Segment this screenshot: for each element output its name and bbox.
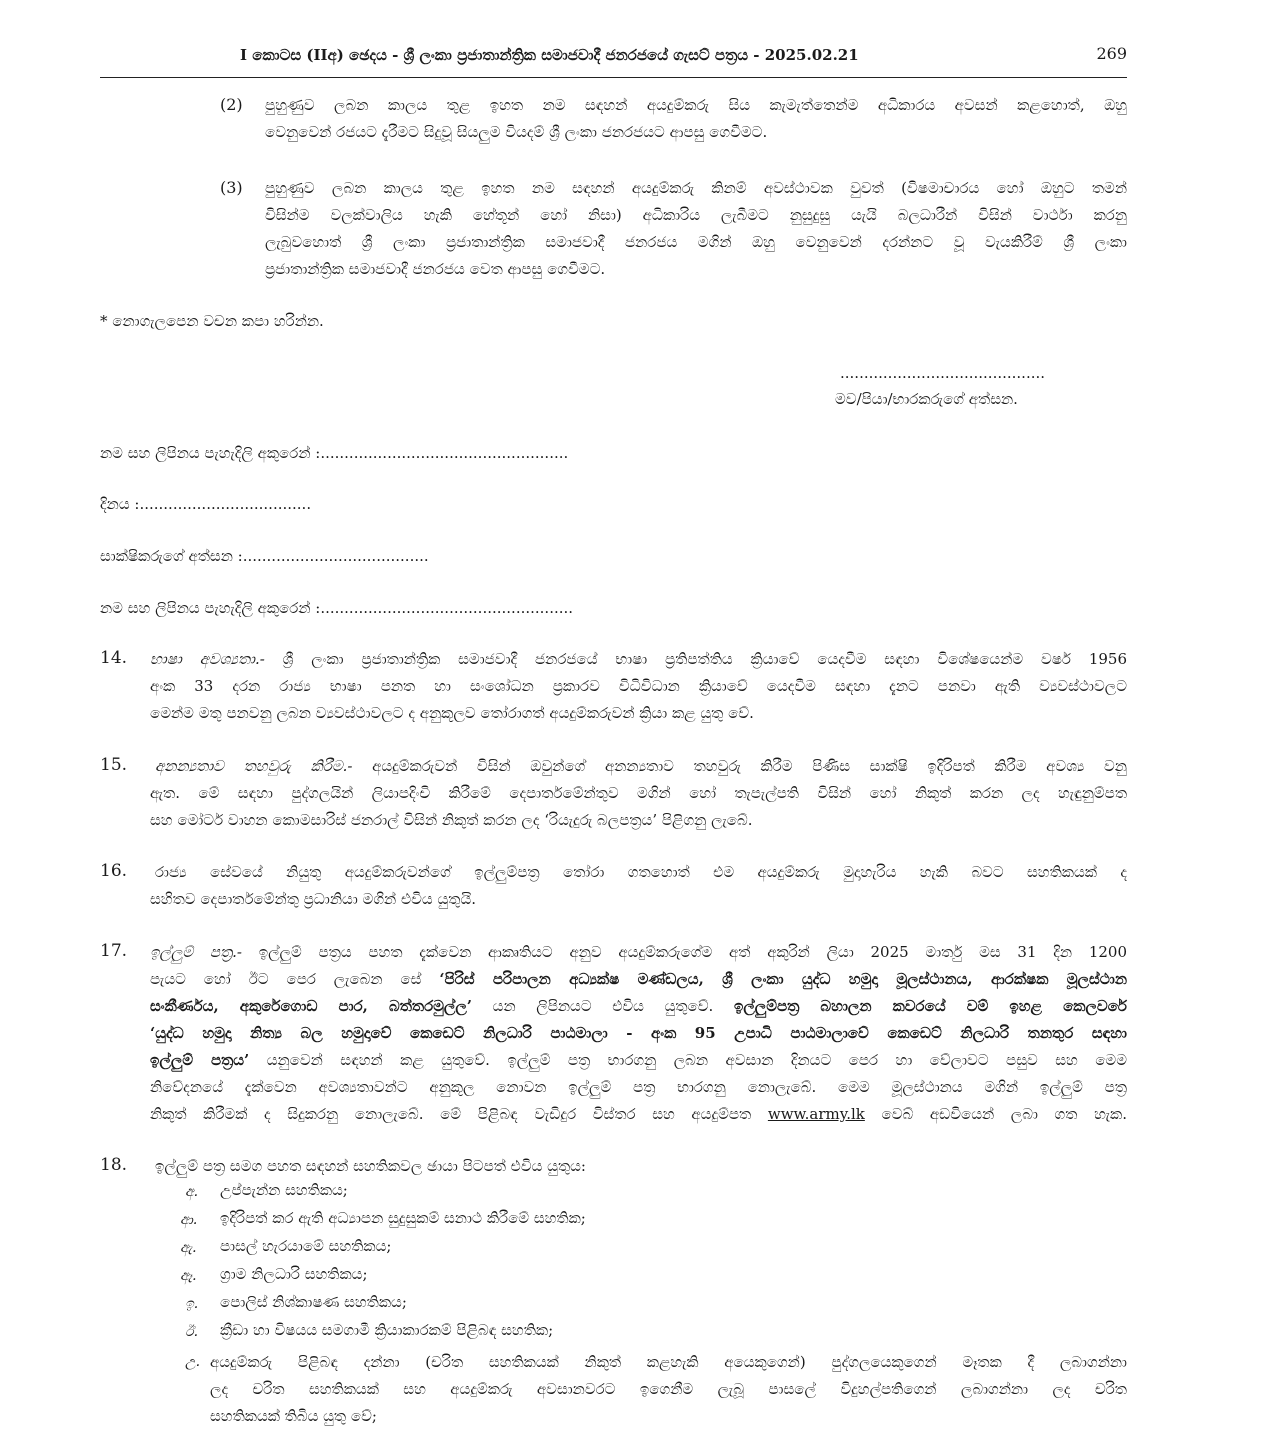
paragraph-line (150, 993, 1127, 1019)
paragraph-line: ‘යුද්ධ හමුදා නිත්‍ය බල හමුදාවේ කෙඩෙට් නිලධාරි පාඨමාලා - අංක 95 උපාධි පාඨමාලාවේ කෙඩෙට් නිලධාරි තනතුර සඳහා (150, 1024, 1127, 1042)
subsection-number: (3) (220, 178, 243, 197)
subsection-text-line: ලැබුවහොත් ශ්‍රී ලංකා ප්‍රජාතාන්ත්‍රික සමාජවාදී ජනරජය මගින් ඔහු වෙනුවෙන් දරන්නට වූ වැයකිරීම් ශ්‍රී ලංකා (265, 233, 1127, 251)
subsection-text-line: විසින්ම වලක්වාලිය හැකි හේතූන් හෝ නිසා) අධිකාරිය ලැබීමට නුසුදුසු යැයි බලධාරීන් විසින් වාර්ථා කරනු (265, 206, 1127, 224)
list-item: ක්‍රීඩා හා විෂයය සමගාමී ක්‍රියාකාරකම් පිළිබඳ සහතික; (220, 1321, 554, 1339)
list-letter: ඇ. (180, 1240, 197, 1256)
paragraph-line (150, 1047, 1127, 1073)
list-item: පාසල් හැරයාමේ සහතිකය; (220, 1237, 392, 1255)
subsection-text-line: ප්‍රජාතාන්ත්‍රික සමාජවාදී ජනරජය වෙත ආපසු ගෙවීමට. (265, 260, 606, 278)
paragraph-line: අංක 33 දරන රාජ්‍ය භාෂා පනත හා සංශෝධන ප්‍රකාරව විධිවිධාන ක්‍රියාවේ යෙදවීම සඳහා දැනට පනවා ඇති ව්‍යවස්ථාවලට (150, 677, 1127, 695)
paragraph-line (150, 1101, 1127, 1127)
paragraph-line: නිවේදනයේ දැක්වෙන අවශ්‍යතාවන්ට අනුකූල නොවන ඉල්ලුම් පත්‍ර භාරගනු නොලැබේ. මෙම මූලස්ථානය මගින් ඉල්ලුම් පත්‍ර (150, 1078, 1127, 1096)
envelope-label-bold: ඉල්ලුම් පත්‍රය’ (150, 1051, 250, 1069)
paragraph-text: වෙබ් අඩවියෙන් ලබා ගත හැක. (864, 1105, 1128, 1123)
item-number: 18. (100, 1155, 128, 1175)
list-item: පොලිස් නිශ්කාෂණ සහතිකය; (220, 1293, 407, 1311)
list-letter: උ. (185, 1354, 201, 1370)
paragraph-line: රාජ්‍ය සේවයේ නියුතු අයදුම්කරුවන්ගේ ඉල්ලුම්පත්‍ර තෝරා ගතහොත් එම අයදුම්කරු මුදාහැරිය හැකි බවට සහතිකයක් ද (155, 863, 1127, 881)
item-number: 15. (100, 755, 128, 775)
page-header (100, 40, 1127, 78)
list-item-line: සහතිකයක් තිබිය යුතු වේ; (210, 1407, 377, 1425)
item-number: 17. (100, 941, 128, 961)
subsection-text-line: වෙනුවෙන් රජයට දැරීමට සිදුවූ සියලුම වියදම් ශ්‍රී ලංකා ජනරජයට ආපසු ගෙවීමට. (265, 123, 768, 141)
paragraph-text: ඉල්ලුම් පත්‍රය පහත දැක්වෙන ආකෘතියට අනුව අයදුම්කරුගේම අත් අකුරින් ලියා 2025 මාර්තු මස 31 දින 1200 (241, 943, 1127, 961)
list-item-line: ලද චරිත සහතිකයක් සහ අයදුම්කරු අවසානවරට ඉගෙනීම ලැබූ පාසලේ විදුහල්පතිගෙන් ලබාගන්නා ලද චරිත (210, 1380, 1127, 1398)
paragraph-line (150, 646, 1127, 672)
form-field-date: දිනය :.................................... (100, 495, 312, 513)
paragraph-line: ඇත. මේ සඳහා පුද්ගලයින් ලියාපදිංචි කිරීමේ දෙපාර්තමේන්තුව මගින් හෝ තැපැල්පති විසින් හෝ නිකුත් කරන ලද හැඳුනුම්පත (150, 784, 1127, 802)
item-title: භාෂා අවශ්‍යතා.- (150, 650, 265, 668)
paragraph-text: ශ්‍රී ලංකා ප්‍රජාතාන්ත්‍රික සමාජවාදී ජනරජයේ භාෂා ප්‍රතිපත්තිය ක්‍රියාවේ යෙදවීම සඳහා විශේෂයෙන්ම වර්ෂ 1956 (264, 650, 1127, 668)
subsection-text-line: පුහුණුව ලබන කාලය තුළ ඉහත නම සඳහන් අයදුම්කරු සිය කැමැත්තෙන්ම අධිකාරය අවසන් කළහොත්, ඔහු (265, 96, 1127, 114)
item-title: ඉල්ලුම් පත්‍ර.- (150, 943, 242, 961)
address-bold: ‘පිරිස් පරිපාලන අධ්‍යක්ෂ මණ්ඩලය, ශ්‍රී ලංකා යුද්ධ හමුදා මූලස්ථානය, ආරක්ෂක මූලස්ථාන (439, 970, 1127, 988)
list-item: ඉදිරිපත් කර ඇති අධ්‍යාපන සුදුසුකම් සනාථ කිරීමේ සහතික; (220, 1209, 586, 1227)
list-letter: අ. (185, 1184, 199, 1200)
gazette-title: I කොටස (IIඅ) ඡෙදය - ශ්‍රී ලංකා ප්‍රජාතාන්ත්‍රික සමාජවාදී ජනරජයේ ගැසට් පත්‍රය - 2025.02.21 (240, 46, 859, 64)
subsection-text-line: පුහුණුව ලබන කාලය තුළ ඉහත නම සඳහන් අයදුම්කරු කිනම් අවස්ථාවක වුවත් (විෂමාචාරය හෝ ඔහුට තමන් (265, 179, 1127, 197)
army-website-link[interactable]: www.army.lk (767, 1105, 865, 1123)
paragraph-line (150, 939, 1127, 965)
address-bold: සංකීර්ණය, අකුරේගොඩ පාර, බත්තරමුල්ල’ (150, 997, 473, 1015)
subsection-number: (2) (220, 95, 243, 114)
paragraph-line: මෙන්ම මතු පනවනු ලබන ව්‍යවස්ථාවලට ද අනුකූලව තෝරාගත් අයදුම්කරුවන් ක්‍රියා කළ යුතු වේ. (150, 704, 754, 722)
paragraph-text: යනුවෙන් සඳහන් කළ යුතුවේ. ඉල්ලුම් පත්‍ර භාරගනු ලබන අවසාන දිනයට පෙර හා වේලාවට පසුව සහ මෙම (249, 1051, 1127, 1069)
form-field-witness-signature: සාක්ෂිකරුගේ අත්සන :....................................... (100, 547, 429, 565)
item-number: 16. (100, 861, 128, 881)
form-field-name-address: නම සහ ලිපිනය පැහැදිලි අකුරෙන් :.................................................... (100, 444, 569, 462)
paragraph-text: නිකුත් කිරීමක් ද සිදුකරනු නොලැබේ. මේ පිළිබඳ වැඩිදුර විස්තර සහ අයදුම්පත (150, 1105, 768, 1123)
list-letter: ඊ. (185, 1324, 199, 1340)
signature-line: ........................................... (840, 364, 1046, 382)
list-item: උප්පැන්න සහතිකය; (220, 1181, 348, 1199)
paragraph-text: යන ලිපිනයට එවිය යුතුවේ. (472, 997, 734, 1015)
paragraph-line (150, 966, 1127, 992)
strike-note: * නොගැලපෙන වචන කපා හරින්න. (100, 312, 324, 330)
signature-label: මව/පියා/භාරකරුගේ අත්සන. (835, 390, 1018, 408)
paragraph-text: අයදුම්කරුවන් විසින් ඔවුන්ගේ අනන්‍යතාව තහවුරු කිරීම පිණිස සාක්ෂි ඉදිරිපත් කිරීම අවශ්‍ය වනු (352, 757, 1127, 775)
paragraph-line: සහ මෝටර් වාහන කොමසාරිස් ජනරාල් විසින් නිකුත් කරන ලද ‘රියැදුරු බලපත්‍රය’ පිළිගනු ලැබේ. (150, 811, 753, 829)
form-field-name-address: නම සහ ලිපිනය පැහැදිලි අකුරෙන් :..................................................... (100, 599, 574, 617)
list-item: ග්‍රාම නිලධාරි සහතිකය; (220, 1265, 368, 1283)
list-letter: ඉ. (185, 1296, 199, 1312)
page-number: 269 (1096, 44, 1127, 63)
paragraph-line: සහිතව දෙපාර්තමේන්තු ප්‍රධානියා මගින් එවිය යුතුයි. (150, 890, 477, 908)
item-title: අනන්‍යතාව තහවුරු කිරීම.- (155, 757, 353, 775)
envelope-instruction-bold: ඉල්ලුම්පත්‍ර බහාලන කවරයේ වම් ඉහළ කෙලවරේ (733, 997, 1127, 1015)
list-item-line: අයදුම්කරු පිළිබඳ දන්නා (චරිත සහතිකයක් නිකුත් කළහැකි අයෙකුගෙන්) පුද්ගලයෙකුගෙන් මෑතක දී ලබාගන්නා (210, 1353, 1127, 1371)
list-letter: ඈ. (180, 1268, 197, 1284)
list-intro: ඉල්ලුම් පත්‍ර සමග පහත සඳහන් සහතිකවල ඡායා පිටපත් එවිය යුතුය: (155, 1157, 586, 1175)
paragraph-line (155, 753, 1127, 779)
paragraph-text: පැයට හෝ ඊට පෙර ලැබෙන සේ (150, 970, 440, 988)
item-number: 14. (100, 648, 128, 668)
list-letter: ආ. (180, 1212, 198, 1228)
